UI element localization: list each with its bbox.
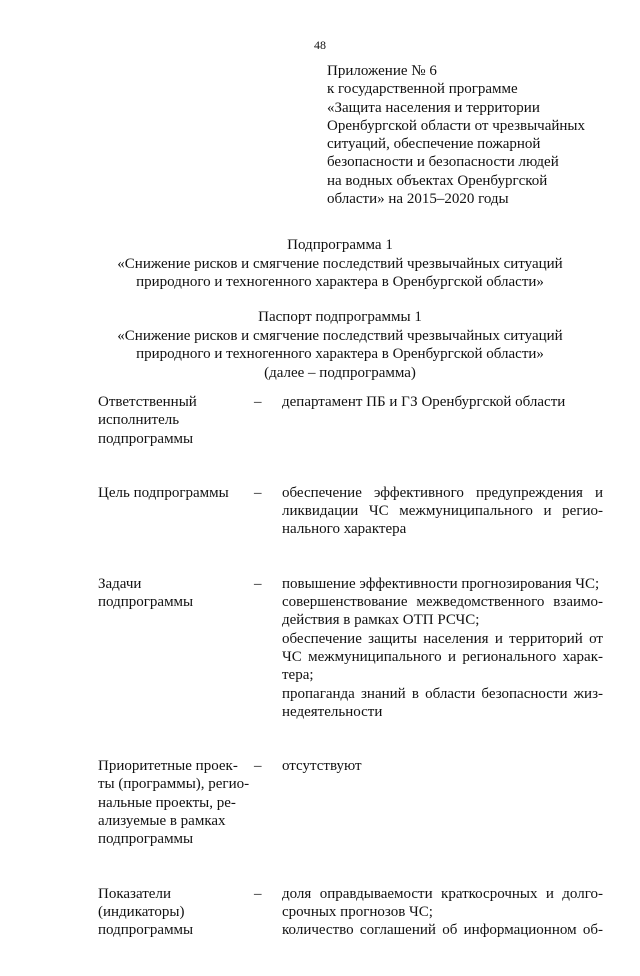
appendix-line: к государственной программе: [327, 81, 518, 98]
passport-title: [60, 308, 620, 382]
subprogram-title-line: природного и техногенного характера в Оренбургской области»: [136, 274, 544, 290]
passport-row-goal: [98, 484, 603, 539]
passport-title-line: (далее – подпрограмма): [264, 364, 416, 381]
label-line: нальные проекты, ре-: [98, 794, 236, 811]
value-line: обеспечение защиты населения и территорий от: [282, 630, 603, 647]
value-line: нального характера: [282, 521, 407, 538]
label-line: Цель подпрограммы: [98, 484, 229, 501]
label-line: подпрограммы: [98, 922, 194, 939]
value-line: обеспечение эффективного предупреждения и: [282, 484, 603, 501]
row-value: [282, 575, 603, 721]
value-line: ликвидации ЧС межмуниципального и регио-: [282, 503, 603, 520]
row-label: [98, 484, 254, 502]
label-line: Показатели: [98, 885, 171, 902]
value-line: недеятельности: [282, 703, 383, 720]
value-line: пропаганда знаний в области безопасности жиз-: [282, 685, 603, 702]
row-label: [98, 757, 254, 848]
value-line: тера;: [282, 667, 314, 684]
row-label: [98, 393, 254, 448]
passport-title-line: Паспорт подпрограммы 1: [258, 309, 422, 325]
row-label: [98, 885, 254, 940]
label-line: (индикаторы): [98, 903, 185, 920]
passport-row-responsible: [98, 393, 603, 448]
label-line: Приоритетные проек-: [98, 758, 238, 775]
passport-row-priority-projects: [98, 757, 603, 848]
value-line: срочных прогнозов ЧС;: [282, 903, 433, 920]
value-line: ЧС межмуниципального и регионального харак-: [282, 648, 603, 665]
passport-title-line: «Снижение рисков и смягчение последствий чрезвычайных ситуаций: [117, 327, 563, 344]
row-label: [98, 575, 254, 612]
appendix-note: [327, 62, 627, 208]
row-value: [282, 393, 603, 411]
row-dash: –: [254, 758, 262, 775]
row-value: [282, 484, 603, 539]
label-line: Ответственный: [98, 394, 197, 410]
label-line: ализуемые в рамках: [98, 813, 226, 830]
subprogram-title-line: Подпрограмма 1: [287, 237, 393, 253]
appendix-line: области» на 2015–2020 годы: [327, 191, 509, 208]
value-line: повышение эффективности прогнозирования ЧС;: [282, 575, 600, 592]
label-line: исполнитель: [98, 412, 180, 429]
row-value: [282, 885, 603, 940]
value-line: доля оправдываемости краткосрочных и долго-: [282, 885, 603, 902]
passport-title-line: природного и техногенного характера в Оренбургской области»: [136, 346, 544, 362]
appendix-line: Приложение № 6: [327, 63, 437, 79]
label-line: подпрограммы: [98, 430, 194, 447]
value-line: совершенствование межведомственного взаимо-: [282, 594, 603, 611]
value-line: департамент ПБ и ГЗ Оренбургской области: [282, 394, 566, 410]
passport-row-indicators: [98, 885, 603, 940]
subprogram-title: [60, 236, 620, 292]
subprogram-title-line: «Снижение рисков и смягчение последствий чрезвычайных ситуаций: [117, 255, 563, 272]
label-line: подпрограммы: [98, 831, 194, 848]
appendix-line: на водных объектах Оренбургской: [327, 172, 548, 189]
row-dash: –: [254, 394, 262, 410]
row-dash: –: [254, 885, 262, 902]
row-dash: –: [254, 575, 262, 592]
passport-row-tasks: [98, 575, 603, 721]
appendix-line: «Защита населения и территории: [327, 99, 540, 116]
passport-table: [98, 393, 603, 976]
row-value: [282, 757, 603, 775]
appendix-line: ситуаций, обеспечение пожарной: [327, 136, 541, 153]
label-line: ты (программы), регио-: [98, 776, 250, 793]
label-line: подпрограммы: [98, 594, 194, 611]
value-line: количество соглашений об информационном об-: [282, 922, 603, 939]
page-number: 48: [314, 38, 326, 52]
value-line: отсутствуют: [282, 758, 362, 775]
appendix-line: Оренбургской области от чрезвычайных: [327, 117, 585, 134]
label-line: Задачи: [98, 575, 142, 592]
appendix-line: безопасности и безопасности людей: [327, 154, 559, 171]
value-line: действия в рамках ОТП РСЧС;: [282, 612, 480, 629]
row-dash: –: [254, 484, 262, 501]
